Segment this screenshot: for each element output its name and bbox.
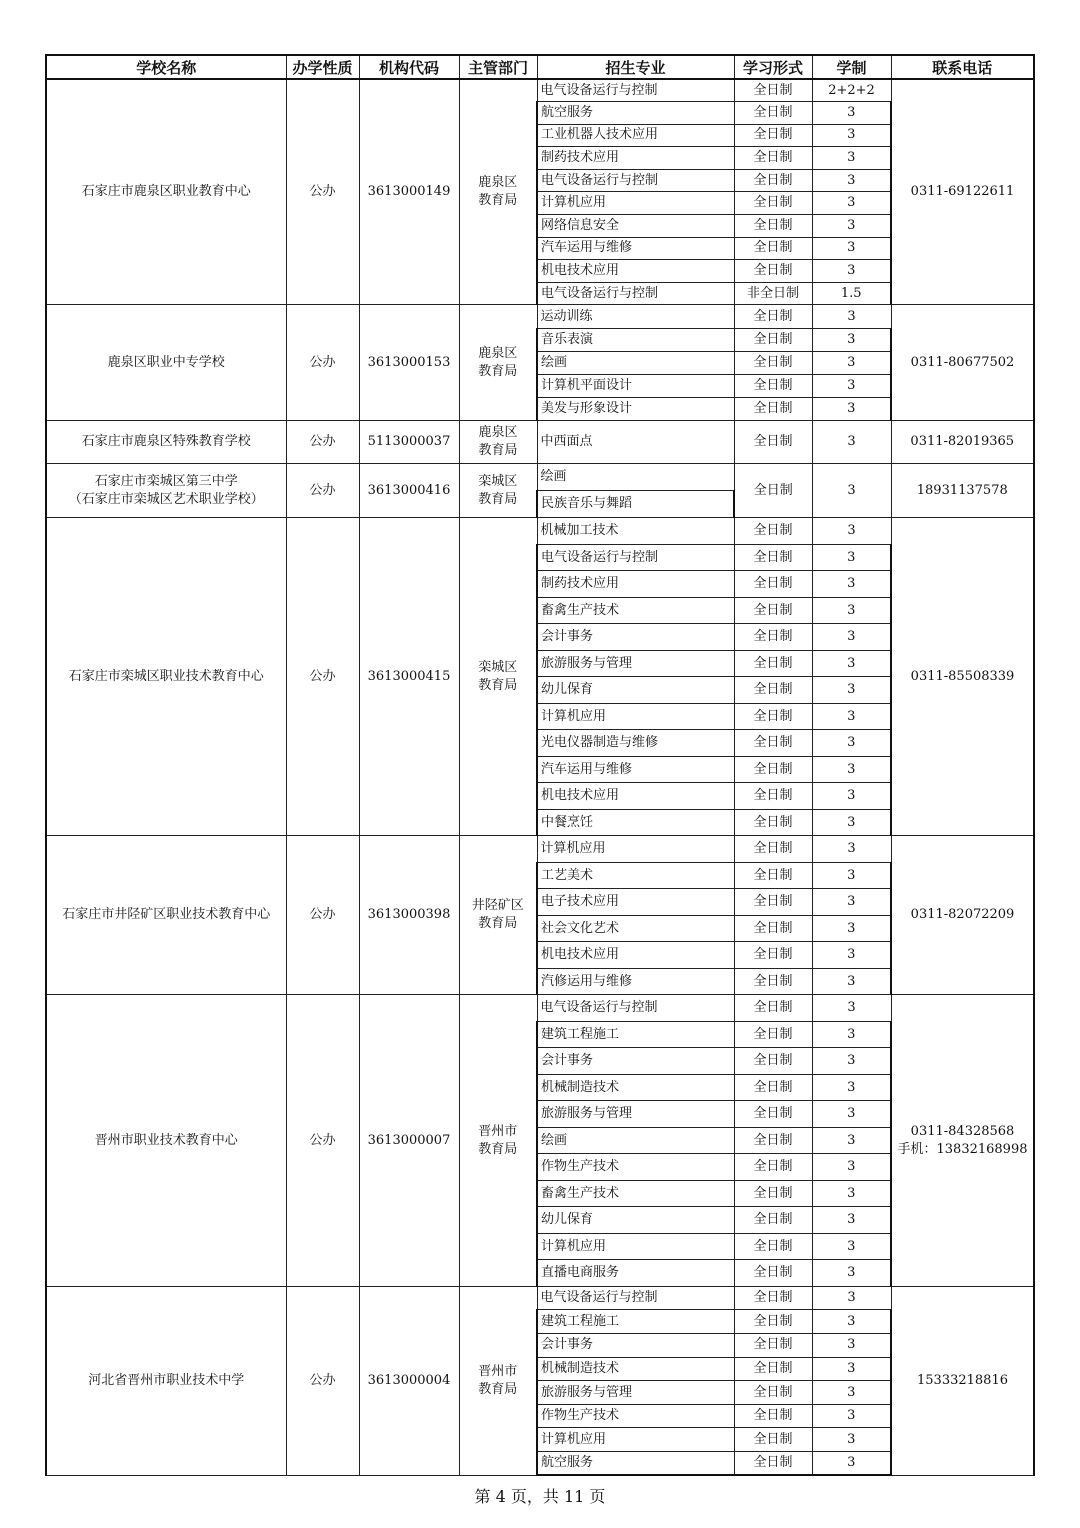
major-cell: 工业机器人技术应用 — [537, 124, 734, 147]
major-cell: 汽修运用与维修 — [537, 968, 734, 995]
study-form-cell: 全日制 — [734, 677, 812, 704]
major-cell: 汽车运用与维修 — [537, 756, 734, 783]
major-cell: 电气设备运行与控制 — [537, 79, 734, 102]
department — [459, 464, 537, 518]
study-form-cell: 全日制 — [734, 836, 812, 863]
major-cell: 机械加工技术 — [537, 518, 734, 545]
duration-cell: 3 — [812, 995, 891, 1022]
school-type: 公办 — [286, 305, 359, 421]
department-line: 鹿泉区 — [478, 425, 518, 441]
duration-cell: 3 — [812, 571, 891, 598]
major-cell: 计算机应用 — [537, 836, 734, 863]
study-form-cell: 全日制 — [734, 79, 812, 102]
major-cell: 电气设备运行与控制 — [537, 169, 734, 192]
duration-cell: 3 — [812, 862, 891, 889]
department — [459, 836, 537, 995]
school-name-line: 石家庄市鹿泉区特殊教育学校 — [81, 434, 251, 450]
org-code: 3613000004 — [359, 1286, 459, 1475]
school-name-line: 鹿泉区职业中专学校 — [107, 354, 225, 370]
study-form-cell: 全日制 — [734, 624, 812, 651]
table-row — [46, 836, 1034, 863]
study-form-cell: 全日制 — [734, 756, 812, 783]
org-code: 5113000037 — [359, 421, 459, 464]
study-form-cell: 全日制 — [734, 783, 812, 810]
duration-cell: 3 — [812, 192, 891, 215]
study-form-cell: 全日制 — [734, 237, 812, 260]
study-form-cell: 全日制 — [734, 915, 812, 942]
study-form-cell: 全日制 — [734, 518, 812, 545]
duration-cell: 3 — [812, 1074, 891, 1101]
major-cell: 绘画 — [537, 464, 734, 491]
study-form-cell: 全日制 — [734, 147, 812, 170]
header-org-code: 机构代码 — [359, 55, 459, 79]
duration-cell: 3 — [812, 147, 891, 170]
phone — [891, 421, 1034, 464]
school-name-line: 河北省晋州市职业技术中学 — [88, 1372, 245, 1388]
duration-cell: 3 — [812, 1260, 891, 1287]
major-cell: 制药技术应用 — [537, 147, 734, 170]
study-form-cell: 全日制 — [734, 730, 812, 757]
header-study-form: 学习形式 — [734, 55, 812, 79]
school-type: 公办 — [286, 464, 359, 518]
major-cell: 计算机应用 — [537, 1428, 734, 1452]
major-cell: 美发与形象设计 — [537, 398, 734, 421]
org-code: 3613000007 — [359, 995, 459, 1287]
phone-line: 0311-82072209 — [910, 907, 1015, 923]
study-form-cell: 全日制 — [734, 1127, 812, 1154]
major-cell: 会计事务 — [537, 1048, 734, 1075]
table-row — [46, 518, 1034, 545]
duration-cell: 3 — [812, 544, 891, 571]
table-body — [46, 79, 1034, 1475]
enrollment-table — [45, 54, 1035, 1476]
study-form-cell: 全日制 — [734, 809, 812, 836]
study-form-cell: 全日制 — [734, 1428, 812, 1452]
major-cell: 计算机平面设计 — [537, 375, 734, 398]
major-cell: 电气设备运行与控制 — [537, 282, 734, 305]
school-name-line: 石家庄市鹿泉区职业教育中心 — [81, 184, 251, 200]
study-form-cell: 全日制 — [734, 571, 812, 598]
department — [459, 79, 537, 305]
school-name — [46, 421, 286, 464]
major-cell: 电子技术应用 — [537, 889, 734, 916]
major-cell: 建筑工程施工 — [537, 1021, 734, 1048]
study-form-cell: 全日制 — [734, 544, 812, 571]
study-form-cell: 全日制 — [734, 1381, 812, 1405]
study-form-cell: 全日制 — [734, 1021, 812, 1048]
duration-cell: 3 — [812, 1452, 891, 1476]
study-form-cell: 全日制 — [734, 464, 812, 518]
duration-cell: 3 — [812, 1048, 891, 1075]
phone-line: 0311-85508339 — [910, 668, 1015, 684]
duration-cell: 3 — [812, 703, 891, 730]
major-cell: 计算机应用 — [537, 1233, 734, 1260]
major-cell: 光电仪器制造与维修 — [537, 730, 734, 757]
major-cell: 电气设备运行与控制 — [537, 995, 734, 1022]
header-phone: 联系电话 — [891, 55, 1034, 79]
school-type: 公办 — [286, 79, 359, 305]
org-code: 3613000398 — [359, 836, 459, 995]
major-cell: 电气设备运行与控制 — [537, 1286, 734, 1310]
major-cell: 机械制造技术 — [537, 1074, 734, 1101]
study-form-cell: 全日制 — [734, 1048, 812, 1075]
table-row — [46, 79, 1034, 102]
duration-cell: 3 — [812, 889, 891, 916]
org-code: 3613000415 — [359, 518, 459, 836]
major-cell: 幼儿保育 — [537, 677, 734, 704]
duration-cell: 3 — [812, 1428, 891, 1452]
duration-cell: 3 — [812, 1180, 891, 1207]
department — [459, 421, 537, 464]
school-name — [46, 518, 286, 836]
study-form-cell: 全日制 — [734, 328, 812, 351]
phone-line: 15333218816 — [917, 1372, 1008, 1388]
major-cell: 机电技术应用 — [537, 783, 734, 810]
study-form-cell: 全日制 — [734, 1286, 812, 1310]
school-name — [46, 464, 286, 518]
study-form-cell: 全日制 — [734, 1074, 812, 1101]
duration-cell: 3 — [812, 677, 891, 704]
header-duration: 学制 — [812, 55, 891, 79]
major-cell: 社会文化艺术 — [537, 915, 734, 942]
department-line: 教育局 — [478, 677, 518, 693]
study-form-cell: 全日制 — [734, 375, 812, 398]
duration-cell: 3 — [812, 650, 891, 677]
duration-cell: 3 — [812, 624, 891, 651]
school-name — [46, 1286, 286, 1475]
study-form-cell: 全日制 — [734, 968, 812, 995]
study-form-cell: 全日制 — [734, 995, 812, 1022]
study-form-cell: 全日制 — [734, 1154, 812, 1181]
school-name-line: 石家庄市井陉矿区职业技术教育中心 — [62, 907, 271, 923]
major-cell: 建筑工程施工 — [537, 1310, 734, 1334]
duration-cell: 1.5 — [812, 282, 891, 305]
duration-cell: 3 — [812, 783, 891, 810]
school-type: 公办 — [286, 995, 359, 1287]
major-cell: 绘画 — [537, 351, 734, 374]
table-row — [46, 305, 1034, 328]
major-cell: 机械制造技术 — [537, 1357, 734, 1381]
duration-cell: 3 — [812, 1334, 891, 1358]
study-form-cell: 全日制 — [734, 305, 812, 328]
header-major: 招生专业 — [537, 55, 734, 79]
department-line: 栾城区 — [478, 659, 518, 675]
major-cell: 中餐烹饪 — [537, 809, 734, 836]
phone — [891, 305, 1034, 421]
org-code: 3613000153 — [359, 305, 459, 421]
duration-cell: 3 — [812, 756, 891, 783]
major-cell: 工艺美术 — [537, 862, 734, 889]
header-row — [46, 55, 1034, 79]
school-type: 公办 — [286, 1286, 359, 1475]
phone — [891, 518, 1034, 836]
major-cell: 旅游服务与管理 — [537, 1381, 734, 1405]
major-cell: 航空服务 — [537, 102, 734, 125]
org-code: 3613000149 — [359, 79, 459, 305]
study-form-cell: 全日制 — [734, 862, 812, 889]
phone-line: 18931137578 — [916, 482, 1008, 498]
department-line: 教育局 — [478, 443, 518, 459]
phone-line: 手机：13832168998 — [897, 1141, 1028, 1157]
school-name-line: （石家庄市栾城区艺术职业学校） — [68, 491, 264, 507]
major-cell: 计算机应用 — [537, 703, 734, 730]
study-form-cell: 全日制 — [734, 215, 812, 238]
department — [459, 518, 537, 836]
duration-cell: 3 — [812, 597, 891, 624]
study-form-cell: 全日制 — [734, 1207, 812, 1234]
duration-cell: 3 — [812, 260, 891, 283]
major-cell: 直播电商服务 — [537, 1260, 734, 1287]
duration-cell: 3 — [812, 836, 891, 863]
department-line: 教育局 — [478, 1141, 518, 1157]
duration-cell: 3 — [812, 968, 891, 995]
major-cell: 网络信息安全 — [537, 215, 734, 238]
duration-cell: 3 — [812, 1101, 891, 1128]
school-type: 公办 — [286, 836, 359, 995]
header-school-name: 学校名称 — [46, 55, 286, 79]
school-name-line: 晋州市职业技术教育中心 — [94, 1132, 238, 1148]
duration-cell: 3 — [812, 1207, 891, 1234]
phone-line: 0311-84328568 — [910, 1123, 1015, 1139]
department-line: 晋州市 — [478, 1363, 518, 1379]
phone — [891, 836, 1034, 995]
department-line: 晋州市 — [478, 1123, 518, 1139]
study-form-cell: 全日制 — [734, 260, 812, 283]
study-form-cell: 全日制 — [734, 942, 812, 969]
major-cell: 畜禽生产技术 — [537, 597, 734, 624]
study-form-cell: 全日制 — [734, 1404, 812, 1428]
study-form-cell: 全日制 — [734, 102, 812, 125]
table-row — [46, 421, 1034, 464]
department-line: 栾城区 — [478, 473, 518, 489]
duration-cell: 3 — [812, 169, 891, 192]
phone — [891, 1286, 1034, 1475]
study-form-cell: 全日制 — [734, 1233, 812, 1260]
duration-cell: 3 — [812, 1127, 891, 1154]
study-form-cell: 全日制 — [734, 1310, 812, 1334]
org-code: 3613000416 — [359, 464, 459, 518]
study-form-cell: 全日制 — [734, 1260, 812, 1287]
major-cell: 计算机应用 — [537, 192, 734, 215]
major-cell: 幼儿保育 — [537, 1207, 734, 1234]
major-cell: 会计事务 — [537, 1334, 734, 1358]
header-department: 主管部门 — [459, 55, 537, 79]
school-name — [46, 305, 286, 421]
duration-cell: 3 — [812, 1381, 891, 1405]
study-form-cell: 全日制 — [734, 1101, 812, 1128]
duration-cell: 3 — [812, 942, 891, 969]
study-form-cell: 全日制 — [734, 124, 812, 147]
department-line: 教育局 — [478, 916, 518, 932]
major-cell: 汽车运用与维修 — [537, 237, 734, 260]
study-form-cell: 全日制 — [734, 1334, 812, 1358]
duration-cell: 3 — [812, 237, 891, 260]
duration-cell: 2+2+2 — [812, 79, 891, 102]
major-cell: 电气设备运行与控制 — [537, 544, 734, 571]
duration-cell: 3 — [812, 398, 891, 421]
study-form-cell: 非全日制 — [734, 282, 812, 305]
school-name-line: 石家庄市栾城区第三中学 — [94, 473, 238, 489]
table-row — [46, 995, 1034, 1022]
duration-cell: 3 — [812, 102, 891, 125]
study-form-cell: 全日制 — [734, 351, 812, 374]
duration-cell: 3 — [812, 1154, 891, 1181]
major-cell: 音乐表演 — [537, 328, 734, 351]
duration-cell: 3 — [812, 518, 891, 545]
school-name-line: 石家庄市栾城区职业技术教育中心 — [68, 668, 264, 684]
school-name — [46, 995, 286, 1287]
major-cell: 运动训练 — [537, 305, 734, 328]
duration-cell: 3 — [812, 1233, 891, 1260]
table-row — [46, 1286, 1034, 1310]
major-cell: 机电技术应用 — [537, 260, 734, 283]
major-cell: 中西面点 — [537, 421, 734, 464]
major-cell: 旅游服务与管理 — [537, 1101, 734, 1128]
phone — [891, 464, 1034, 518]
duration-cell: 3 — [812, 809, 891, 836]
department-line: 教育局 — [478, 1381, 518, 1397]
study-form-cell: 全日制 — [734, 421, 812, 464]
major-cell: 旅游服务与管理 — [537, 650, 734, 677]
department-line: 教育局 — [478, 491, 518, 507]
study-form-cell: 全日制 — [734, 1180, 812, 1207]
major-cell: 畜禽生产技术 — [537, 1180, 734, 1207]
duration-cell: 3 — [812, 1021, 891, 1048]
study-form-cell: 全日制 — [734, 1452, 812, 1476]
duration-cell: 3 — [812, 1404, 891, 1428]
duration-cell: 3 — [812, 124, 891, 147]
department — [459, 995, 537, 1287]
department — [459, 1286, 537, 1475]
header-school-type: 办学性质 — [286, 55, 359, 79]
study-form-cell: 全日制 — [734, 703, 812, 730]
duration-cell: 3 — [812, 215, 891, 238]
study-form-cell: 全日制 — [734, 597, 812, 624]
duration-cell: 3 — [812, 730, 891, 757]
duration-cell: 3 — [812, 464, 891, 518]
page-footer: 第 4 页，共 11 页 — [474, 1487, 606, 1506]
study-form-cell: 全日制 — [734, 650, 812, 677]
duration-cell: 3 — [812, 1310, 891, 1334]
school-name — [46, 79, 286, 305]
department-line: 鹿泉区 — [478, 175, 518, 191]
phone — [891, 79, 1034, 305]
major-cell: 民族音乐与舞蹈 — [537, 491, 734, 518]
department-line: 教育局 — [478, 363, 518, 379]
duration-cell: 3 — [812, 1357, 891, 1381]
school-type: 公办 — [286, 518, 359, 836]
major-cell: 绘画 — [537, 1127, 734, 1154]
school-type: 公办 — [286, 421, 359, 464]
table-row — [46, 464, 1034, 491]
study-form-cell: 全日制 — [734, 889, 812, 916]
major-cell: 制药技术应用 — [537, 571, 734, 598]
phone-line: 0311-82019365 — [910, 434, 1015, 450]
major-cell: 作物生产技术 — [537, 1154, 734, 1181]
duration-cell: 3 — [812, 421, 891, 464]
major-cell: 作物生产技术 — [537, 1404, 734, 1428]
study-form-cell: 全日制 — [734, 192, 812, 215]
department — [459, 305, 537, 421]
study-form-cell: 全日制 — [734, 398, 812, 421]
major-cell: 机电技术应用 — [537, 942, 734, 969]
department-line: 井陉矿区 — [471, 898, 524, 914]
duration-cell: 3 — [812, 1286, 891, 1310]
department-line: 教育局 — [478, 193, 518, 209]
school-name — [46, 836, 286, 995]
major-cell: 航空服务 — [537, 1452, 734, 1476]
study-form-cell: 全日制 — [734, 1357, 812, 1381]
duration-cell: 3 — [812, 351, 891, 374]
phone-line: 0311-80677502 — [910, 354, 1015, 370]
study-form-cell: 全日制 — [734, 169, 812, 192]
department-line: 鹿泉区 — [478, 345, 518, 361]
phone-line: 0311-69122611 — [910, 184, 1015, 200]
major-cell: 会计事务 — [537, 624, 734, 651]
duration-cell: 3 — [812, 915, 891, 942]
phone — [891, 995, 1034, 1287]
duration-cell: 3 — [812, 328, 891, 351]
duration-cell: 3 — [812, 305, 891, 328]
duration-cell: 3 — [812, 375, 891, 398]
